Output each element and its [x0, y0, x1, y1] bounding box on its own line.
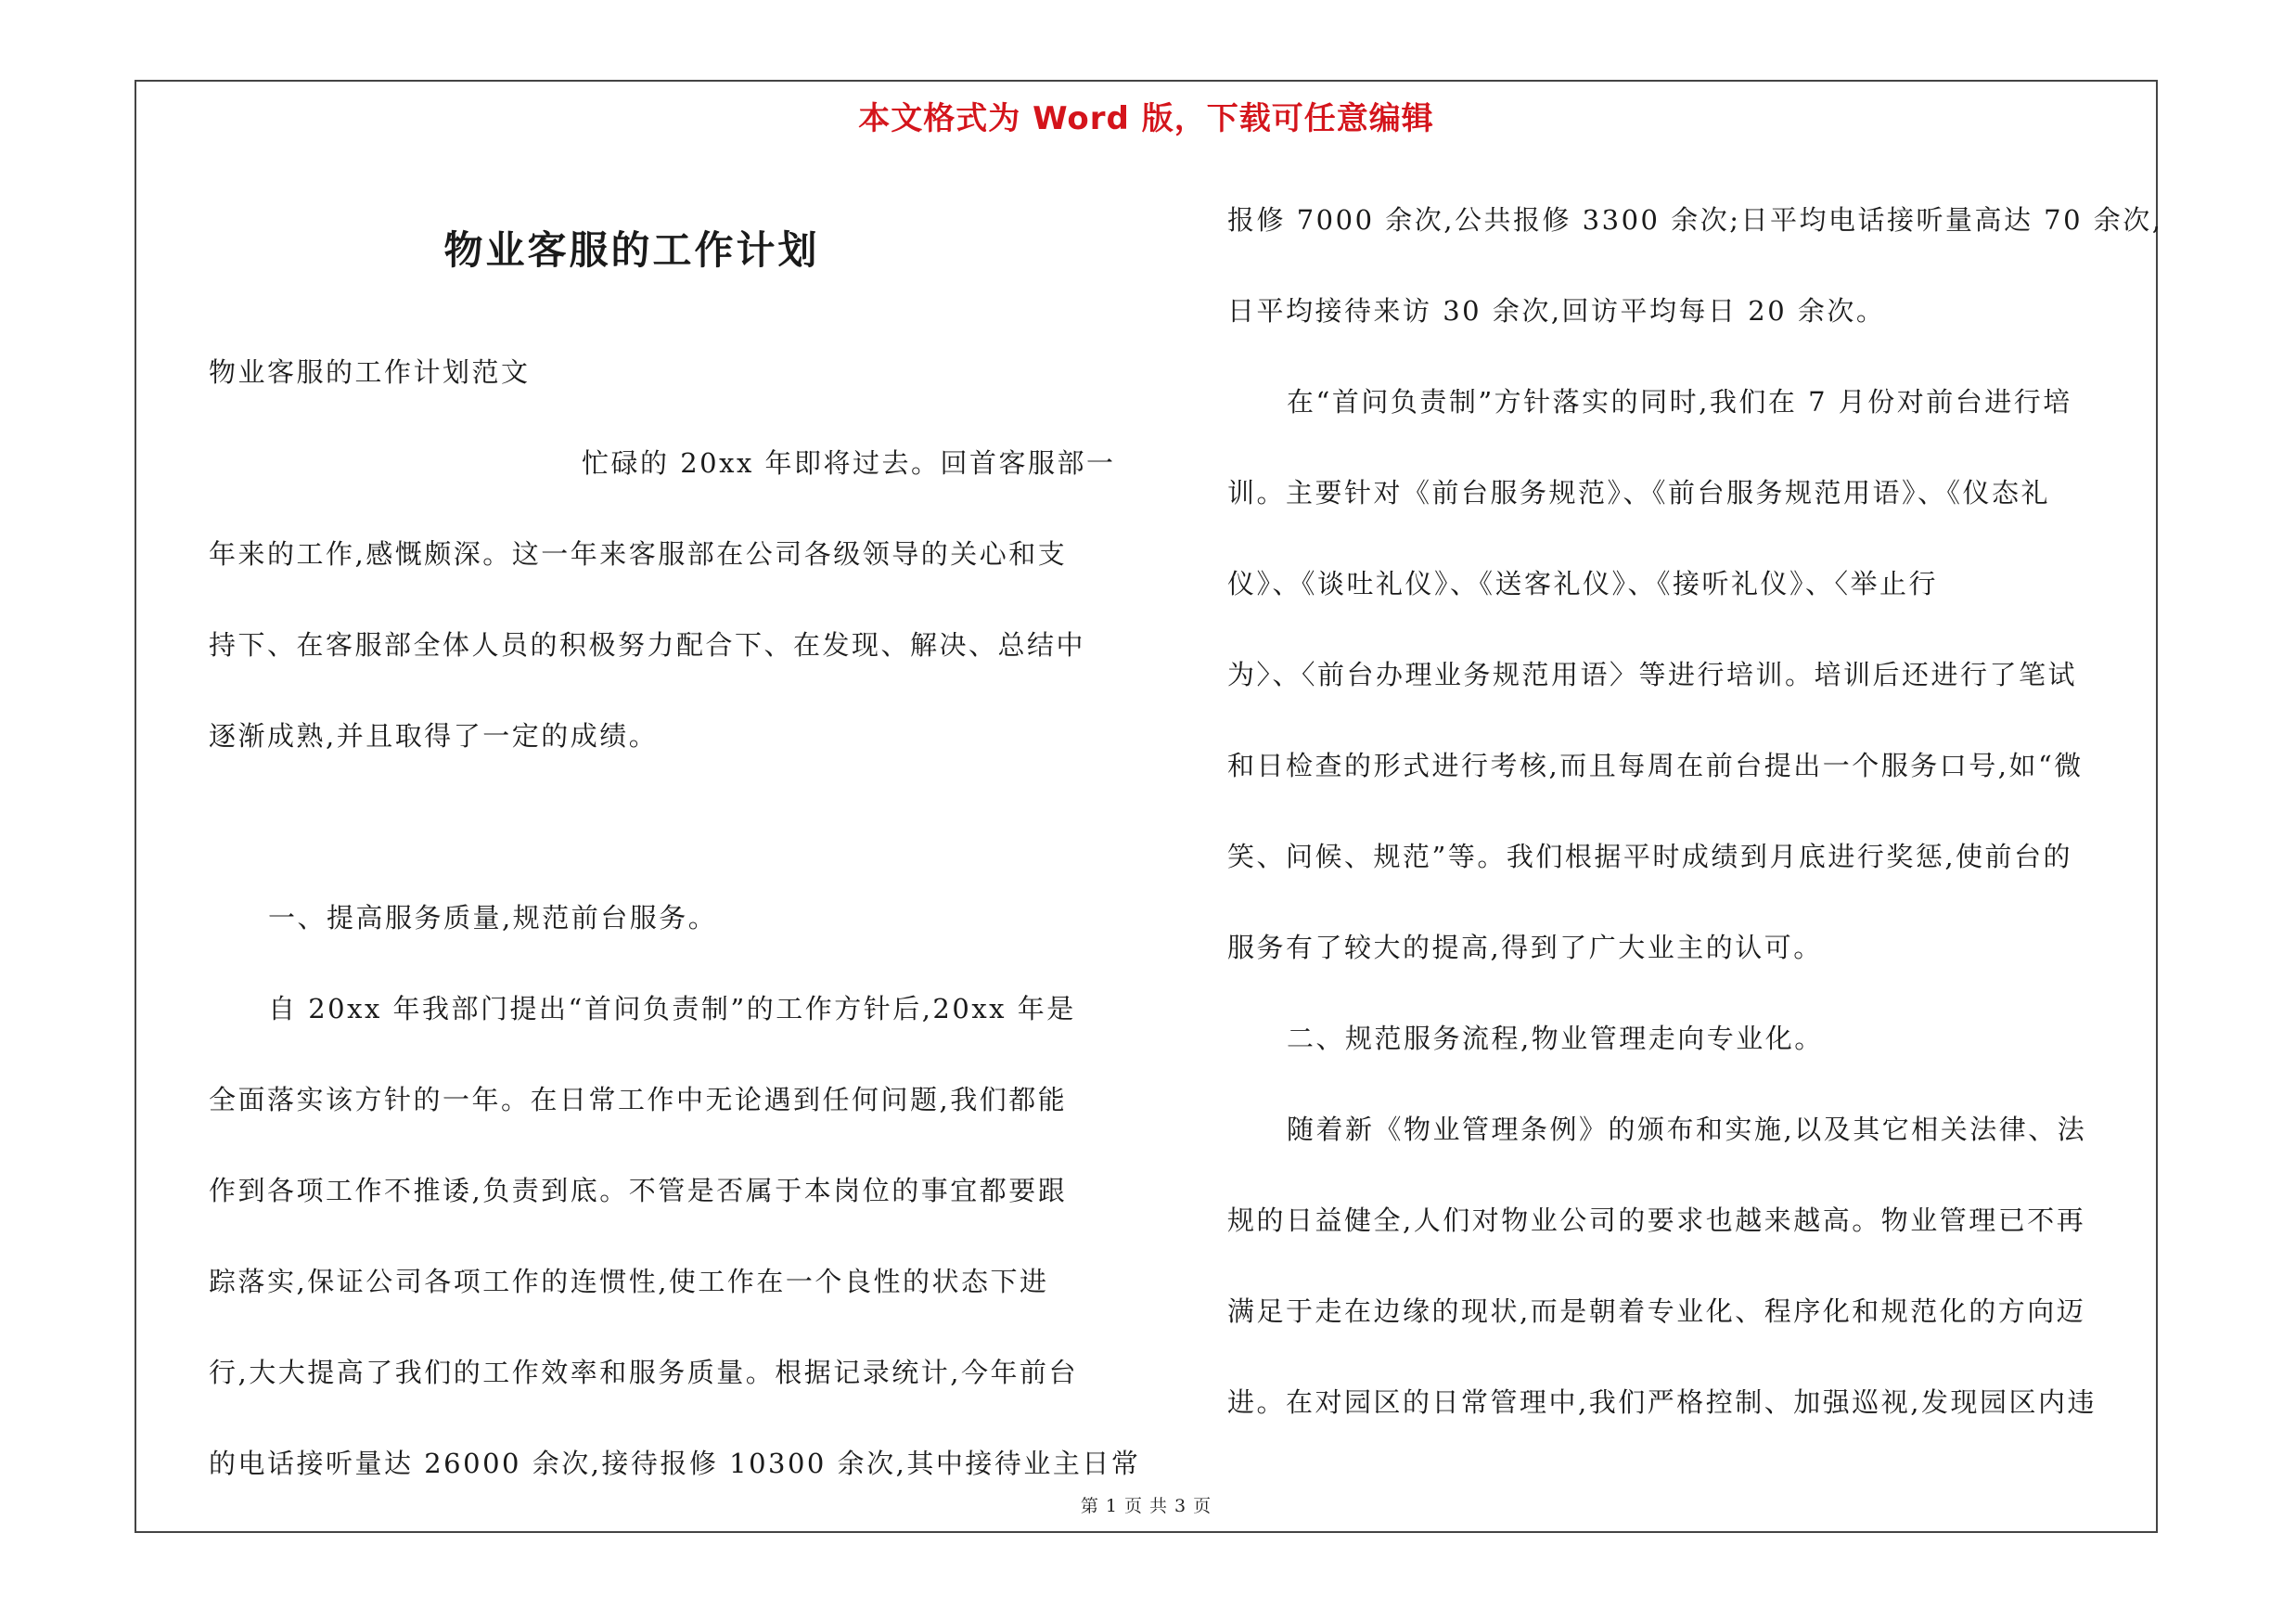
- paragraph-line: 年来的工作,感慨颇深。这一年来客服部在公司各级领导的关心和支: [209, 538, 1068, 570]
- paragraph-line: 忙碌的 20xx 年即将过去。回首客服部一: [582, 447, 1116, 479]
- paragraph-line: 持下、在客服部全体人员的积极努力配合下、在发现、解决、总结中: [209, 629, 1086, 661]
- section-heading-1: 一、提高服务质量,规范前台服务。: [268, 902, 718, 934]
- paragraph-line: 为〉、〈前台办理业务规范用语〉等进行培训。培训后还进行了笔试: [1227, 659, 2078, 690]
- paragraph-line: 全面落实该方针的一年。在日常工作中无论遇到任何问题,我们都能: [209, 1084, 1068, 1115]
- paragraph-line: 日平均接待来访 30 余次,回访平均每日 20 余次。: [1227, 295, 1886, 327]
- paragraph-line: 和日检查的形式进行考核,而且每周在前台提出一个服务口号,如“微: [1227, 750, 2084, 781]
- document-title: 物业客服的工作计划: [443, 227, 820, 273]
- paragraph-line: 训。主要针对《前台服务规范》、《前台服务规范用语》、《仪态礼: [1227, 477, 2051, 509]
- paragraph-line: 在“首问负责制”方针落实的同时,我们在 7 月份对前台进行培: [1287, 386, 2072, 418]
- paragraph-line: 的电话接听量达 26000 余次,接待报修 10300 余次,其中接待业主日常: [209, 1448, 1141, 1479]
- section-heading-2: 二、规范服务流程,物业管理走向专业化。: [1287, 1023, 1824, 1054]
- paragraph-line: 随着新《物业管理条例》的颁布和实施,以及其它相关法律、法: [1287, 1114, 2087, 1145]
- page-number-footer: 第 1 页 共 3 页: [1080, 1496, 1212, 1516]
- paragraph-line: 服务有了较大的提高,得到了广大业主的认可。: [1227, 932, 1823, 963]
- paragraph-line: 进。在对园区的日常管理中,我们严格控制、加强巡视,发现园区内违: [1227, 1386, 2097, 1418]
- paragraph-line: 逐渐成熟,并且取得了一定的成绩。: [209, 720, 659, 752]
- paragraph-line: 规的日益健全,人们对物业公司的要求也越来越高。物业管理已不再: [1227, 1204, 2086, 1236]
- paragraph-line: 笑、问候、规范”等。我们根据平时成绩到月底进行奖惩,使前台的: [1227, 841, 2073, 872]
- paragraph-line: 作到各项工作不推诿,负责到底。不管是否属于本岗位的事宜都要跟: [209, 1175, 1068, 1206]
- page-frame: [135, 80, 2163, 1533]
- paragraph-line: 满足于走在边缘的现状,而是朝着专业化、程序化和规范化的方向迈: [1227, 1295, 2086, 1327]
- paragraph-line: 自 20xx 年我部门提出“首问负责制”的工作方针后,20xx 年是: [268, 993, 1076, 1024]
- paragraph-line: 行,大大提高了我们的工作效率和服务质量。根据记录统计,今年前台: [209, 1357, 1078, 1388]
- paragraph-line: 踪落实,保证公司各项工作的连惯性,使工作在一个良性的状态下进: [209, 1266, 1049, 1297]
- subtitle-line: 物业客服的工作计划范文: [209, 356, 531, 388]
- paragraph-line: 报修 7000 余次,公共报修 3300 余次;日平均电话接听量高达 70 余次,: [1227, 204, 2163, 236]
- word-format-banner: 本文格式为 Word 版，下载可任意编辑: [858, 100, 1434, 137]
- paragraph-line: 仪》、《谈吐礼仪》、《送客礼仪》、《接听礼仪》、〈举止行: [1227, 568, 1939, 599]
